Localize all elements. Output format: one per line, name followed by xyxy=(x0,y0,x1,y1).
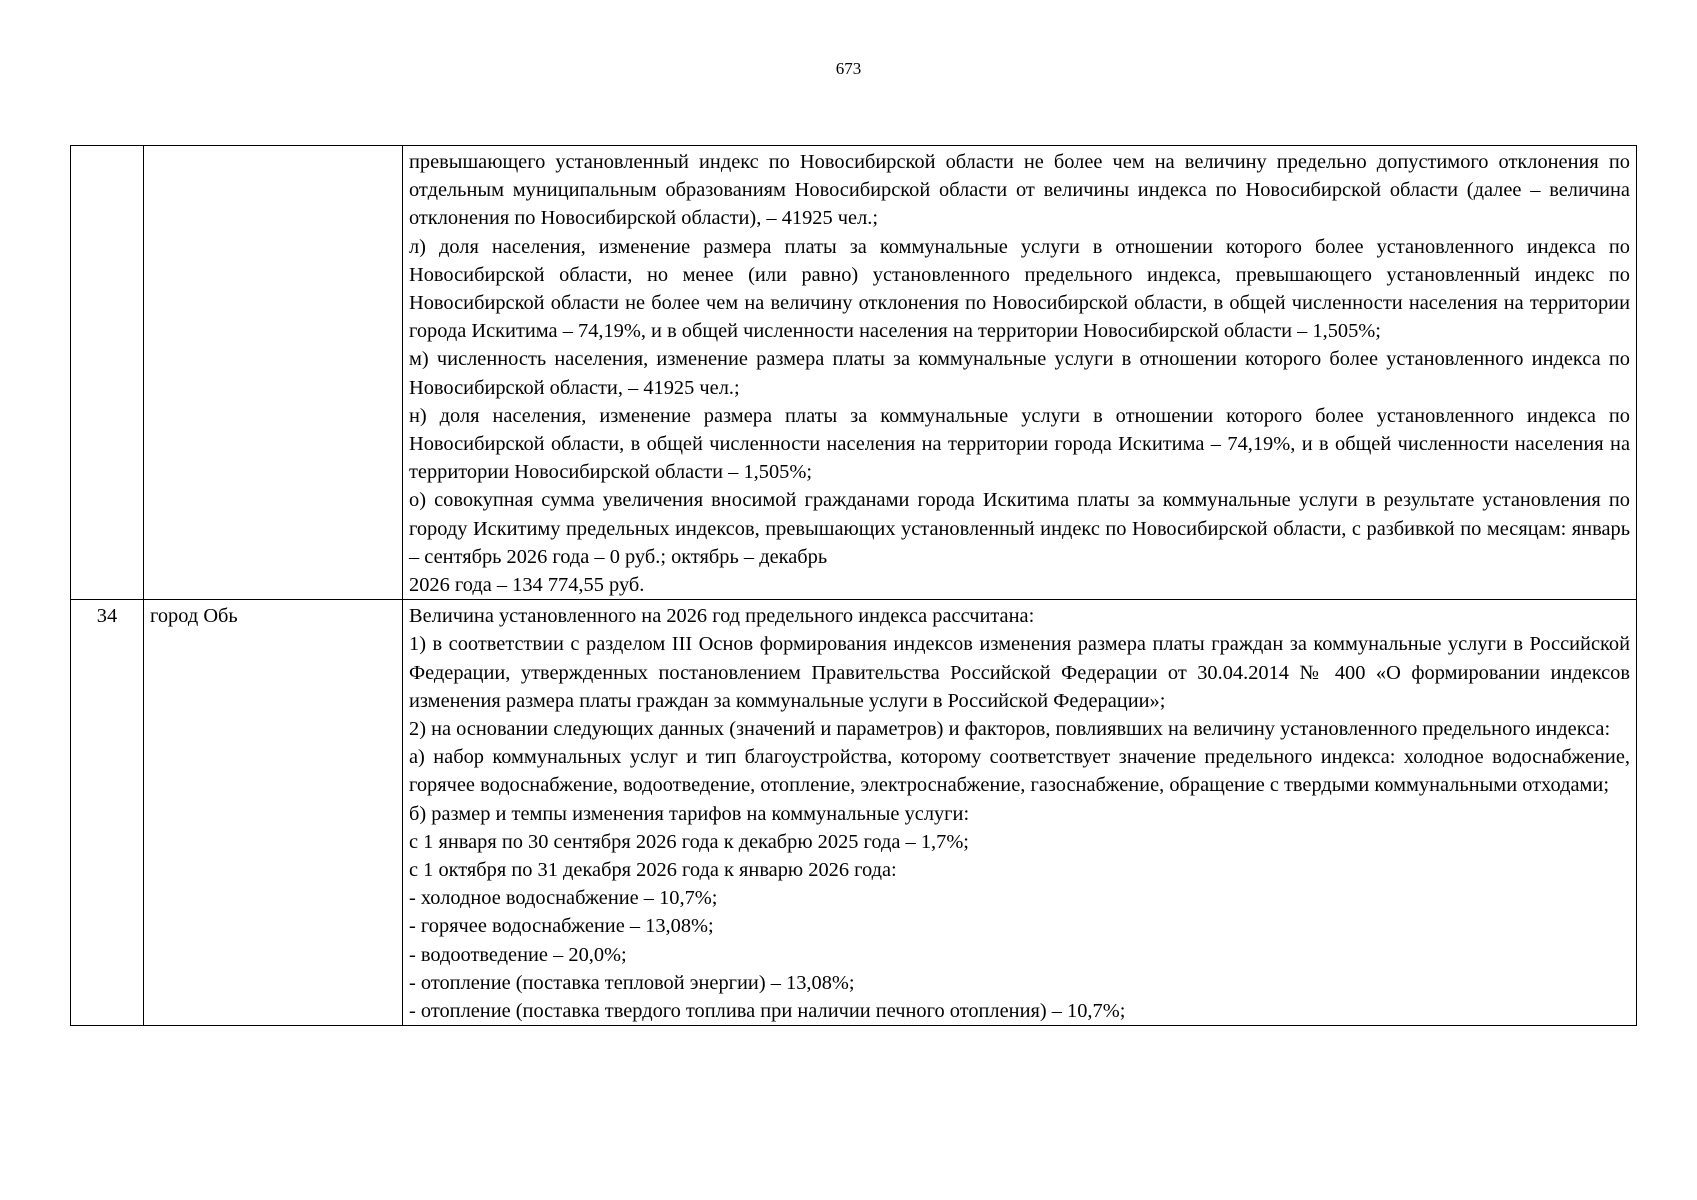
paragraph: а) набор коммунальных услуг и тип благоустройства, которому соответствует значение предельного индекса: холодное водоснабжение, горячее водоснабжение, водоотведение, отопление, электроснабжение, газоснабжение, обращение с твердыми коммунальными отходами; xyxy=(409,746,1630,797)
paragraph: - холодное водоснабжение – 10,7%; xyxy=(409,887,718,910)
paragraph: - отопление (поставка твердого топлива при наличии печного отопления) – 10,7%; xyxy=(409,1000,1126,1023)
paragraph: м) численность населения, изменение размера платы за коммунальные услуги в отношении которого более установленного индекса по Новосибирской области, – 41925 чел.; xyxy=(409,348,1630,399)
paragraph: б) размер и темпы изменения тарифов на коммунальные услуги: xyxy=(409,802,970,825)
row-number-cell: 34 xyxy=(71,600,144,1026)
document-table xyxy=(70,145,1637,1026)
paragraph: - водоотведение – 20,0%; xyxy=(409,943,627,966)
paragraph: н) доля населения, изменение размера платы за коммунальные услуги в отношении которого более установленного индекса по Новосибирской области, в общей численности населения на территории города Искитима – 74,19%, и в общей численности населения на территории Новосибирской области – 1,505%; xyxy=(409,404,1630,484)
municipality-cell xyxy=(144,146,403,600)
paragraph: с 1 октября по 31 декабря 2026 года к январю 2026 года: xyxy=(409,859,897,882)
paragraph: л) доля населения, изменение размера платы за коммунальные услуги в отношении которого более установленного индекса по Новосибирской области, но менее (или равно) установленного предельного индекса, превышающего установленный индекс по Новосибирской области не более чем на величину отклонения по Новосибирской области, в общей численности населения на территории города Искитима – 74,19%, и в общей численности населения на территории Новосибирской области – 1,505%; xyxy=(409,235,1630,343)
paragraph: 2026 года – 134 774,55 руб. xyxy=(409,574,645,597)
paragraph: 1) в соответствии с разделом III Основ формирования индексов изменения размера платы граждан за коммунальные услуги в Российской Федерации, утвержденных постановлением Правительства Российской Федерации от 30.04.2014 № 400 «О формировании индексов изменения размера платы граждан за коммунальные услуги в Российской Федерации»; xyxy=(409,633,1630,712)
description-cell xyxy=(403,146,1637,600)
municipality-cell: город Обь xyxy=(144,600,403,1026)
paragraph: Величина установленного на 2026 год предельного индекса рассчитана: xyxy=(409,605,1035,628)
paragraph: о) совокупная сумма увеличения вносимой гражданами города Искитима платы за коммунальные услуги в результате установления по городу Искитиму предельных индексов, превышающих установленный индекс по Новосибирской области, с разбивкой по месяцам: январь – сентябрь 2026 года – 0 руб.; октябрь – декабрь xyxy=(409,489,1630,568)
row-number-cell xyxy=(71,146,144,600)
paragraph: - горячее водоснабжение – 13,08%; xyxy=(409,915,714,938)
paragraph: - отопление (поставка тепловой энергии) – 13,08%; xyxy=(409,971,855,994)
page-number: 673 xyxy=(835,59,862,78)
paragraph: с 1 января по 30 сентября 2026 года к декабрю 2025 года – 1,7%; xyxy=(409,830,969,853)
paragraph: превышающего установленный индекс по Новосибирской области не более чем на величину предельно допустимого отклонения по отдельным муниципальным образованиям Новосибирской области от величины индекса по Новосибирской области (далее – величина отклонения по Новосибирской области), – 41925 чел.; xyxy=(409,151,1630,230)
paragraph: 2) на основании следующих данных (значений и параметров) и факторов, повлиявших на величину установленного предельного индекса: xyxy=(409,718,1611,741)
table-row xyxy=(71,146,1637,600)
table-row xyxy=(71,600,1637,1026)
description-cell xyxy=(403,600,1637,1026)
